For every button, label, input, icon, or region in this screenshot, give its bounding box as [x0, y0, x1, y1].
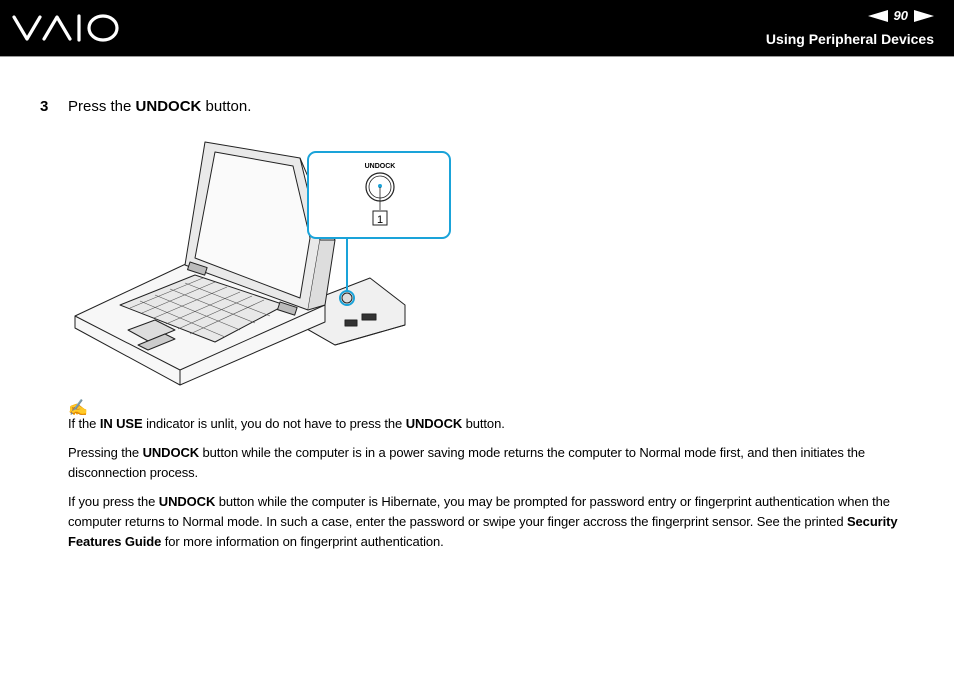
- section-title: Using Peripheral Devices: [765, 31, 934, 47]
- note-pencil-icon: ✍: [68, 400, 88, 417]
- notes-section: [68, 414, 918, 561]
- step-number: 3: [40, 98, 49, 115]
- callout-label: UNDOCK: [364, 163, 396, 170]
- previous-page-arrow-icon[interactable]: [868, 10, 888, 22]
- next-page-arrow-icon[interactable]: [914, 10, 934, 22]
- callout-number: 1: [376, 214, 384, 226]
- page-navigation: [868, 8, 934, 23]
- step-text: Press the UNDOCK button.: [68, 98, 252, 115]
- note-paragraph-3: If you press the UNDOCK button while the computer is Hibernate, you may be prompted for password entry or fingerprint authentication when the computer returns to Normal mode. In such a case, enter the password or swipe your finger accross the fingerprint sensor. See the printed Security Features Guide for more information on fingerprint authentication.: [68, 494, 898, 549]
- security-features-guide-reference: Security Features Guide: [68, 514, 898, 549]
- vaio-logo: [12, 13, 122, 43]
- page-header: [0, 0, 954, 57]
- step-instruction: [40, 98, 251, 115]
- note-paragraph-2: Pressing the UNDOCK button while the computer is in a power saving mode returns the computer to Normal mode first, and then initiates the disconnection process.: [68, 445, 866, 480]
- page-number: 90: [893, 8, 908, 23]
- laptop-docking-illustration: [70, 130, 460, 392]
- note-paragraph-1: If the IN USE indicator is unlit, you do not have to press the UNDOCK button.: [68, 416, 505, 431]
- undock-button-name: UNDOCK: [135, 98, 202, 115]
